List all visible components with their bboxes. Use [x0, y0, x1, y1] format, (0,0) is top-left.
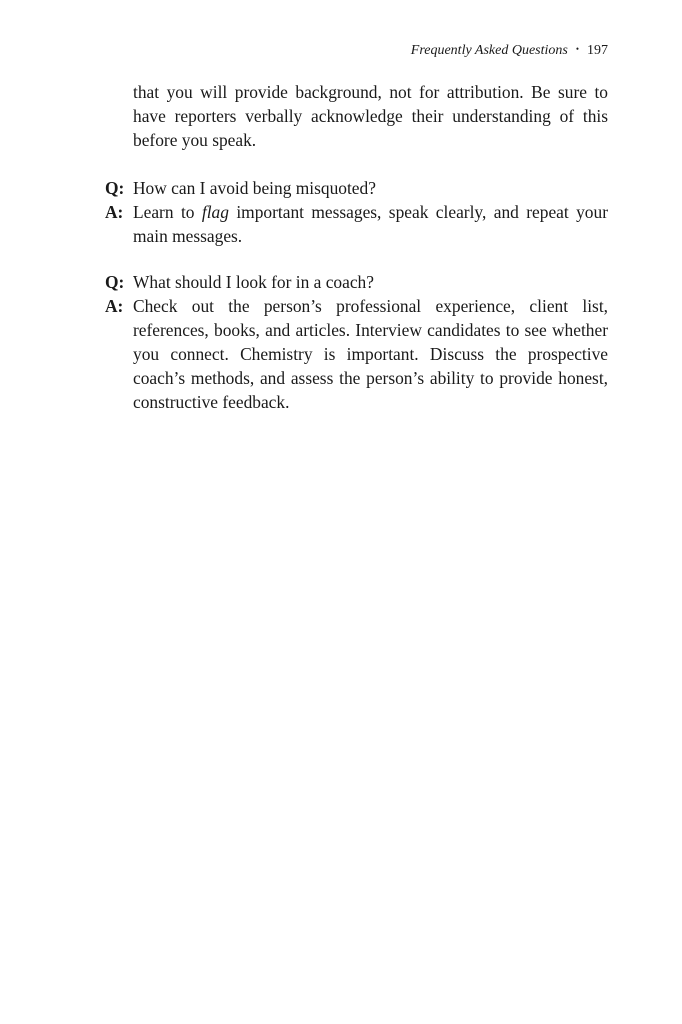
answer-label: A: — [105, 202, 124, 222]
question-text: How can I avoid being misquoted? — [133, 178, 376, 198]
running-header — [411, 40, 608, 60]
bullet-separator: • — [575, 44, 579, 54]
page-number: 197 — [587, 43, 608, 58]
continued-paragraph — [105, 80, 608, 152]
answer-label: A: — [105, 296, 124, 316]
continued-paragraph-text: that you will provide background, not for attribution. Be sure to have reporters verbally acknowledge their understanding of this before you speak. — [133, 82, 608, 150]
question-text: What should I look for in a coach? — [133, 272, 374, 292]
answer-text-end: important messages, speak clearly, and repeat your main messages. — [133, 202, 608, 246]
answer-text: Check out the person’s professional experience, client list, references, books, and articles. Interview candidates to see whether you connect. Chemistry is important. Discuss the prospective coach’s methods, and assess the person’s ability to provide honest, constructive feedback. — [133, 296, 608, 412]
question-label: Q: — [105, 272, 125, 292]
faq-item-coach — [105, 270, 608, 414]
answer-emphasis: flag — [201, 202, 229, 222]
faq-item-misquoted — [105, 176, 608, 248]
running-header-title: Frequently Asked Questions — [410, 43, 568, 58]
question-label: Q: — [105, 178, 125, 198]
question-row — [105, 270, 608, 294]
question-row — [105, 176, 608, 200]
answer-text-start: Learn to — [133, 202, 202, 222]
answer-row — [105, 200, 608, 248]
answer-row — [105, 294, 608, 414]
answer-text — [133, 200, 608, 248]
